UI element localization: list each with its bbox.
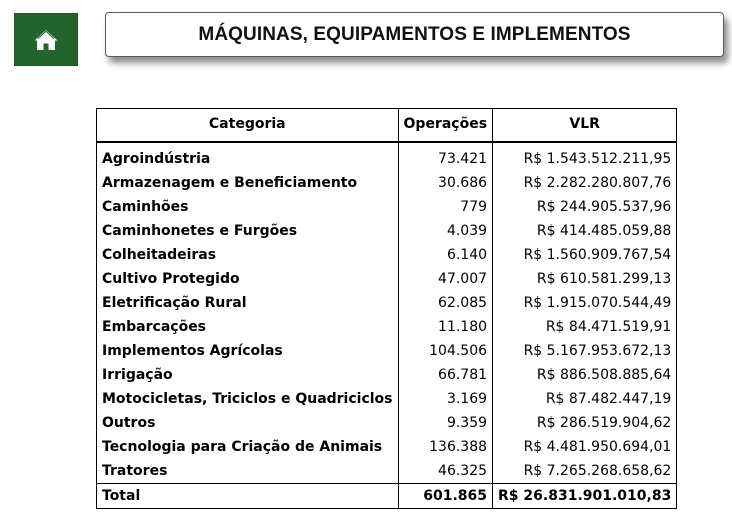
table-row[interactable] bbox=[97, 171, 677, 195]
cell-categoria: Motocicletas, Triciclos e Quadriciclos bbox=[97, 387, 399, 411]
cell-operacoes: 9.359 bbox=[398, 411, 493, 435]
table-row[interactable] bbox=[97, 291, 677, 315]
total-operacoes: 601.865 bbox=[398, 484, 493, 509]
table-row[interactable] bbox=[97, 411, 677, 435]
table-row[interactable] bbox=[97, 243, 677, 267]
cell-vlr: R$ 414.485.059,88 bbox=[493, 219, 677, 243]
cell-categoria: Outros bbox=[97, 411, 399, 435]
cell-operacoes: 46.325 bbox=[398, 459, 493, 484]
cell-vlr: R$ 7.265.268.658,62 bbox=[493, 459, 677, 484]
cell-operacoes: 6.140 bbox=[398, 243, 493, 267]
cell-categoria: Implementos Agrícolas bbox=[97, 339, 399, 363]
table-row[interactable] bbox=[97, 339, 677, 363]
cell-vlr: R$ 1.560.909.767,54 bbox=[493, 243, 677, 267]
table-row[interactable] bbox=[97, 267, 677, 291]
table-row[interactable] bbox=[97, 459, 677, 484]
cell-categoria: Eletrificação Rural bbox=[97, 291, 399, 315]
cell-operacoes: 136.388 bbox=[398, 435, 493, 459]
table-total-row bbox=[97, 484, 677, 509]
cell-vlr: R$ 1.915.070.544,49 bbox=[493, 291, 677, 315]
cell-vlr: R$ 286.519.904,62 bbox=[493, 411, 677, 435]
cell-categoria: Colheitadeiras bbox=[97, 243, 399, 267]
page-title-box bbox=[105, 12, 724, 57]
cell-operacoes: 66.781 bbox=[398, 363, 493, 387]
cell-categoria: Tratores bbox=[97, 459, 399, 484]
cell-vlr: R$ 87.482.447,19 bbox=[493, 387, 677, 411]
cell-categoria: Armazenagem e Beneficiamento bbox=[97, 171, 399, 195]
cell-vlr: R$ 5.167.953.672,13 bbox=[493, 339, 677, 363]
cell-operacoes: 47.007 bbox=[398, 267, 493, 291]
cell-vlr: R$ 2.282.280.807,76 bbox=[493, 171, 677, 195]
total-label: Total bbox=[97, 484, 399, 509]
home-icon bbox=[33, 28, 59, 52]
cell-vlr: R$ 244.905.537,96 bbox=[493, 195, 677, 219]
table-header-row bbox=[97, 109, 677, 143]
cell-categoria: Caminhonetes e Furgões bbox=[97, 219, 399, 243]
column-header-categoria[interactable]: Categoria bbox=[97, 109, 399, 143]
cell-categoria: Caminhões bbox=[97, 195, 399, 219]
table-row[interactable] bbox=[97, 435, 677, 459]
cell-operacoes: 11.180 bbox=[398, 315, 493, 339]
table-row[interactable] bbox=[97, 147, 677, 171]
total-vlr: R$ 26.831.901.010,83 bbox=[493, 484, 677, 509]
cell-vlr: R$ 1.543.512.211,95 bbox=[493, 147, 677, 171]
cell-operacoes: 3.169 bbox=[398, 387, 493, 411]
table-row[interactable] bbox=[97, 387, 677, 411]
cell-vlr: R$ 610.581.299,13 bbox=[493, 267, 677, 291]
home-button[interactable] bbox=[14, 13, 78, 66]
cell-vlr: R$ 4.481.950.694,01 bbox=[493, 435, 677, 459]
cell-categoria: Irrigação bbox=[97, 363, 399, 387]
table-row[interactable] bbox=[97, 219, 677, 243]
cell-operacoes: 62.085 bbox=[398, 291, 493, 315]
column-header-vlr[interactable]: VLR bbox=[493, 109, 677, 143]
cell-categoria: Embarcações bbox=[97, 315, 399, 339]
cell-operacoes: 73.421 bbox=[398, 147, 493, 171]
cell-vlr: R$ 886.508.885,64 bbox=[493, 363, 677, 387]
table-row[interactable] bbox=[97, 363, 677, 387]
cell-operacoes: 779 bbox=[398, 195, 493, 219]
column-header-operacoes[interactable]: Operações bbox=[398, 109, 493, 143]
cell-categoria: Tecnologia para Criação de Animais bbox=[97, 435, 399, 459]
cell-operacoes: 104.506 bbox=[398, 339, 493, 363]
cell-categoria: Cultivo Protegido bbox=[97, 267, 399, 291]
cell-operacoes: 4.039 bbox=[398, 219, 493, 243]
cell-categoria: Agroindústria bbox=[97, 147, 399, 171]
page-title: MÁQUINAS, EQUIPAMENTOS E IMPLEMENTOS bbox=[198, 23, 631, 45]
cell-vlr: R$ 84.471.519,91 bbox=[493, 315, 677, 339]
data-table bbox=[96, 108, 677, 509]
cell-operacoes: 30.686 bbox=[398, 171, 493, 195]
table-row[interactable] bbox=[97, 315, 677, 339]
table-row[interactable] bbox=[97, 195, 677, 219]
